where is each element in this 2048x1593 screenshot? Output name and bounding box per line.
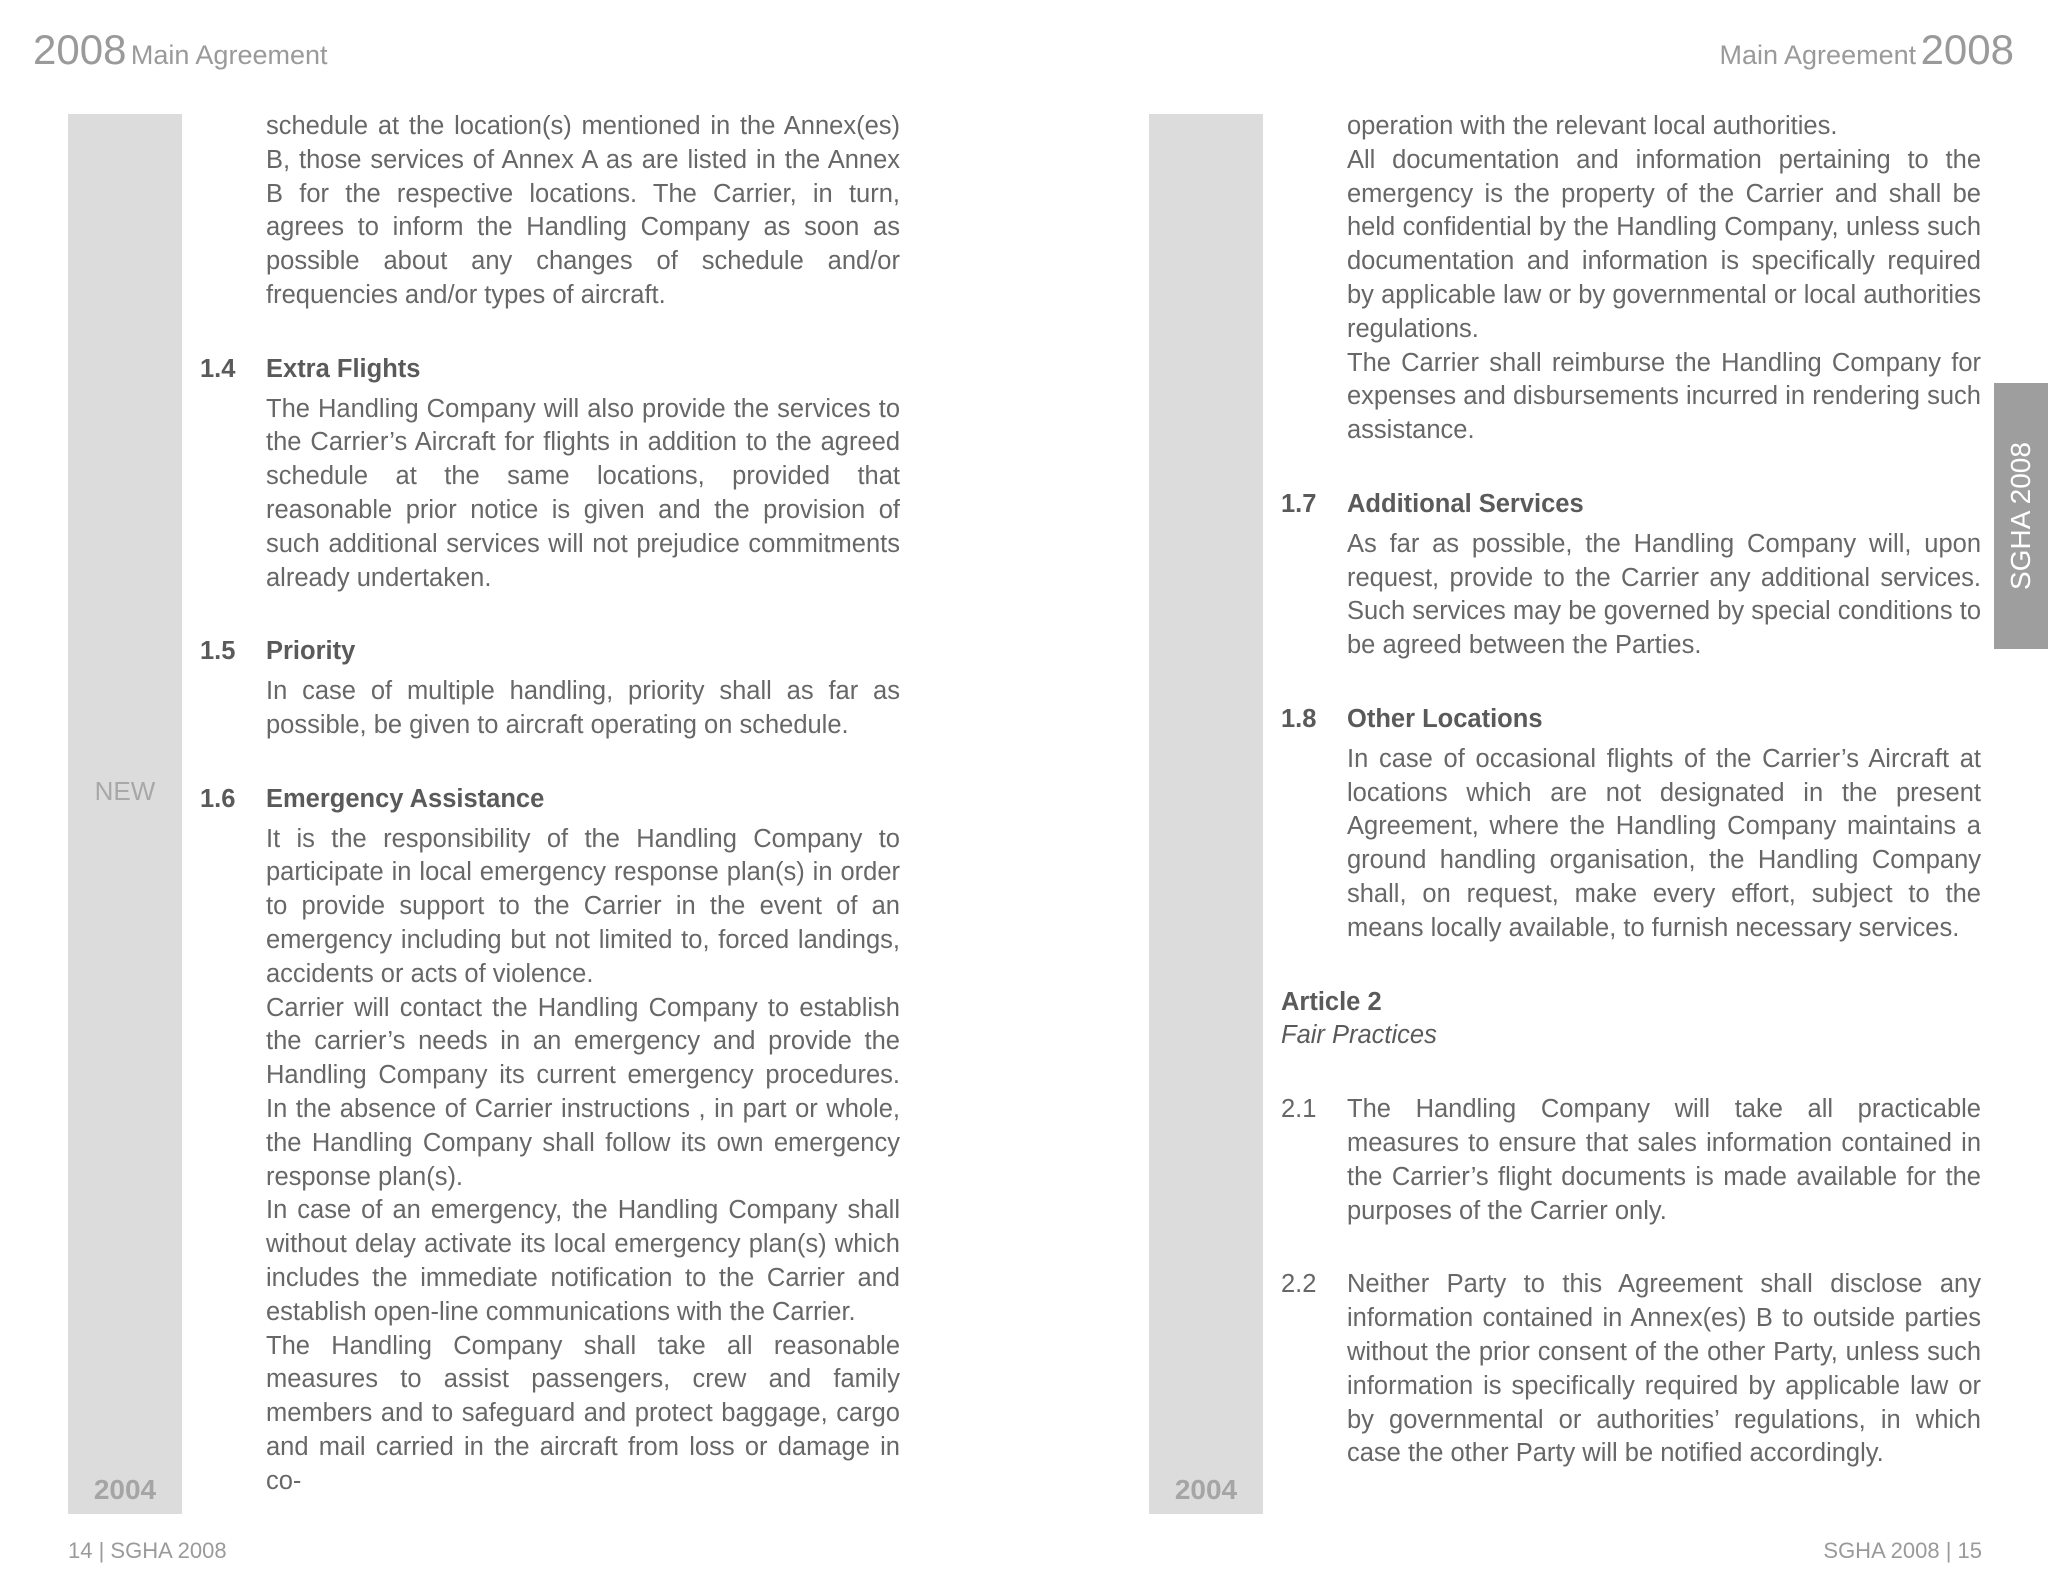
section-title: Priority (266, 637, 356, 666)
right-margin-bar (1149, 114, 1263, 1514)
clause-text: The Handling Company will take all practicable measures to ensure that sales information contained in the Carrier’s flight documents is made available for the purposes of the Carrier only. (1347, 1095, 1981, 1225)
section-number: 1.4 (200, 354, 236, 383)
side-tab-label: SGHA 2008 (2005, 442, 2036, 590)
section-1-6-paragraph-2: Carrier will contact the Handling Company to establish the carrier’s needs in an emergency and provide the Handling Company its current emergency procedures. In the absence of Carrier instructions , in part or whole, the Handling Company shall follow its own emergency response plan(s). (266, 993, 900, 1191)
header-left (33, 26, 328, 74)
section-1-7-heading (1281, 488, 1981, 522)
header-right-year: 2008 (1920, 26, 2014, 73)
clause-number: 2.2 (1281, 1270, 1317, 1299)
section-1-6-paragraph-4: The Handling Company shall take all reasonable measures to assist passengers, crew and family members and to safeguard and protect baggage, cargo and mail carried in the aircraft from loss or damage in co- (266, 1331, 900, 1495)
footer-right: SGHA 2008 | 15 (1823, 1538, 1982, 1563)
section-number: 1.6 (200, 784, 236, 813)
section-number: 1.7 (1281, 489, 1317, 518)
article-subtitle: Fair Practices (1281, 1021, 1437, 1050)
section-title: Other Locations (1347, 704, 1543, 733)
section-1-8-heading (1281, 703, 1981, 737)
footer-left: 14 | SGHA 2008 (68, 1538, 227, 1563)
continuation-paragraph-2: All documentation and information pertaining to the emergency is the property of the Carrier and shall be held confidential by the Handling Company, unless such documentation and information is specifically required by applicable law or by governmental or local authorities regulations. (1347, 145, 1981, 343)
right-page-content (1281, 110, 1981, 1471)
left-margin-bar (68, 114, 182, 1514)
clause-2-2 (1281, 1268, 1981, 1471)
new-marker: NEW (94, 776, 156, 806)
intro-paragraph: schedule at the location(s) mentioned in the Annex(es) B, those services of Annex A as are listed in the Annex B for the respective locations. The Carrier, in turn, agrees to inform the Handling Company as soon as possible about any changes of schedule and/or frequencies and/or types of aircraft. (266, 112, 900, 309)
right-margin-year: 2004 (1174, 1474, 1238, 1505)
section-1-5-heading (200, 635, 900, 669)
header-right (1720, 26, 2015, 74)
clause-number: 2.1 (1281, 1095, 1317, 1124)
section-1-7-paragraph: As far as possible, the Handling Company will, upon request, provide to the Carrier any additional services. Such services may be governed by special conditions to be agreed between the Parties. (1347, 529, 1981, 660)
section-1-6-paragraph-3: In case of an emergency, the Handling Company shall without delay activate its local emergency plan(s) which includes the immediate notification to the Carrier and establish open-line communications with the Carrier. (266, 1196, 900, 1326)
section-1-5-paragraph: In case of multiple handling, priority shall as far as possible, be given to aircraft operating on schedule. (266, 677, 900, 739)
left-page-content (200, 110, 900, 1498)
header-left-title: Main Agreement (130, 40, 328, 70)
header-left-year: 2008 (33, 26, 127, 73)
clause-text: Neither Party to this Agreement shall disclose any information contained in Annex(es) B to outside parties without the prior consent of the other Party, unless such information is specifically required by applicable law or by governmental or authorities’ regulations, in which case the other Party will be notified accordingly. (1347, 1270, 1981, 1468)
header-right-title: Main Agreement (1719, 40, 1917, 70)
section-title: Emergency Assistance (266, 784, 545, 813)
section-number: 1.8 (1281, 704, 1317, 733)
continuation-paragraph-1: operation with the relevant local authorities. (1347, 112, 1838, 140)
section-1-4-heading (200, 353, 900, 387)
section-1-8-paragraph: In case of occasional flights of the Carrier’s Aircraft at locations which are not designated in the present Agreement, where the Handling Company maintains a ground handling organisation, the Handling Company shall, on request, make every effort, subject to the means locally available, to furnish necessary services. (1347, 744, 1981, 942)
section-1-6-paragraph-1: It is the responsibility of the Handling Company to participate in local emergency response plan(s) in order to provide support to the Carrier in the event of an emergency including but not limited to, forced landings, accidents or acts of violence. (266, 824, 900, 988)
left-margin-year: 2004 (93, 1474, 157, 1505)
article-title: Article 2 (1281, 987, 1382, 1016)
side-tab (1994, 383, 2048, 649)
section-number: 1.5 (200, 637, 236, 666)
article-2-heading (1281, 986, 1981, 1054)
continuation-paragraph-3: The Carrier shall reimburse the Handling Company for expenses and disbursements incurred in rendering such assistance. (1347, 348, 1981, 445)
section-title: Additional Services (1347, 489, 1584, 518)
section-1-4-paragraph: The Handling Company will also provide the services to the Carrier’s Aircraft for flights in addition to the agreed schedule at the same locations, provided that reasonable prior notice is given and the provision of such additional services will not prejudice commitments already undertaken. (266, 394, 900, 592)
section-1-6-heading (200, 783, 900, 817)
section-title: Extra Flights (266, 354, 421, 383)
clause-2-1 (1281, 1093, 1981, 1228)
